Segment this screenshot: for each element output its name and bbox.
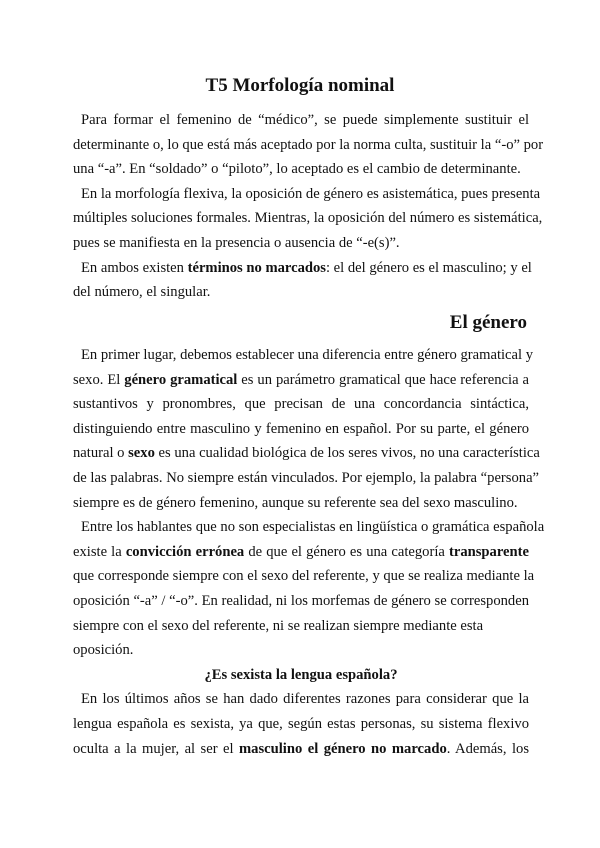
text-line [73,157,529,182]
text-segment: existe la [73,543,126,560]
text-segment: es un parámetro gramatical que hace referencia a [237,371,529,388]
text-segment: . Además, los [446,740,529,757]
text-line [73,392,529,417]
section-heading: El género [449,312,527,333]
text-segment: oculta a la mujer, al ser el [73,740,240,757]
text-line [73,108,529,133]
text-line [73,441,540,466]
bold-term: términos no marcados [187,259,326,276]
bold-term: género gramatical [124,371,238,388]
text-segment: lengua española es sexista, ya que, según estas personas, su sistema flexivo [73,715,529,732]
text-line [73,256,532,281]
text-segment: En primer lugar, debemos establecer una diferencia entre género gramatical y [81,347,534,363]
text-line [73,614,529,639]
page-title: T5 Morfología nominal [205,75,395,96]
text-line [73,133,544,158]
text-segment: múltiples soluciones formales. Mientras, la oposición del número es sistemática, [73,210,543,227]
text-line [73,343,534,368]
text-line [73,589,529,614]
text-segment: ¿Es sexista la lengua española? [204,666,398,683]
text-segment: oposición “-a” / “-o”. En realidad, ni los morfemas de género se corresponden [73,592,529,609]
text-segment: sexo. El [73,371,125,388]
text-segment: de que el género es una categoría [244,543,449,560]
text-line [73,417,529,442]
text-line [73,280,529,305]
text-segment: natural o [73,445,129,462]
text-segment: una “-a”. En “soldado” o “piloto”, lo aceptado es el cambio de determinante. [73,161,521,178]
text-segment: distinguiendo entre masculino y femenino en español. Por su parte, el género [73,420,529,437]
text-segment: sustantivos y pronombres, que precisan de una concordancia sintáctica, [73,396,529,413]
text-line [73,515,545,540]
text-line [73,466,540,491]
text-segment: del número, el singular. [73,284,211,301]
bold-term: masculino el género no marcado [239,740,447,757]
text-segment: En la morfología flexiva, la oposición de género es asistemática, pues presenta [81,185,541,202]
section-paragraphs [73,343,545,761]
text-line [73,491,529,516]
text-segment: Para formar el femenino de “médico”, se puede simplemente sustituir el [81,112,529,128]
text-segment: Entre los hablantes que no son especialistas en lingüística o gramática española [81,519,545,536]
text-segment: es una cualidad biológica de los seres vivos, no una característica [154,445,540,462]
text-segment: En los últimos años se han dado diferentes razones para considerar que la [81,691,529,708]
bold-term: sexo [128,445,155,462]
text-segment: que corresponde siempre con el sexo del referente, y que se realiza mediante la [73,568,535,585]
text-segment: : el del género es el masculino; y el [325,259,532,276]
text-line [73,182,541,207]
text-line [73,231,529,256]
text-line [73,368,529,393]
intro-paragraphs [73,108,544,305]
text-line [73,206,543,231]
text-segment: siempre con el sexo del referente, ni se realizan siempre mediante esta [73,617,484,634]
subheading [73,663,529,688]
text-segment: pues se manifiesta en la presencia o ausencia de “-e(s)”. [73,234,400,251]
text-segment: de las palabras. No siempre están vinculados. Por ejemplo, la palabra “persona” [73,469,540,486]
text-line [73,687,529,712]
bold-term: transparente [449,543,529,560]
bold-term: convicción errónea [125,543,245,560]
text-segment: siempre es de género femenino, aunque su referente sea del sexo masculino. [73,494,518,511]
text-segment: oposición. [73,642,134,659]
text-line [73,737,529,762]
text-line [73,638,529,663]
text-segment: En ambos existen [81,259,188,276]
text-segment: determinante o, lo que está más aceptado por la norma culta, sustituir la “-o” por [73,136,544,153]
text-line [73,712,529,737]
text-line [73,564,535,589]
text-line [73,540,529,565]
